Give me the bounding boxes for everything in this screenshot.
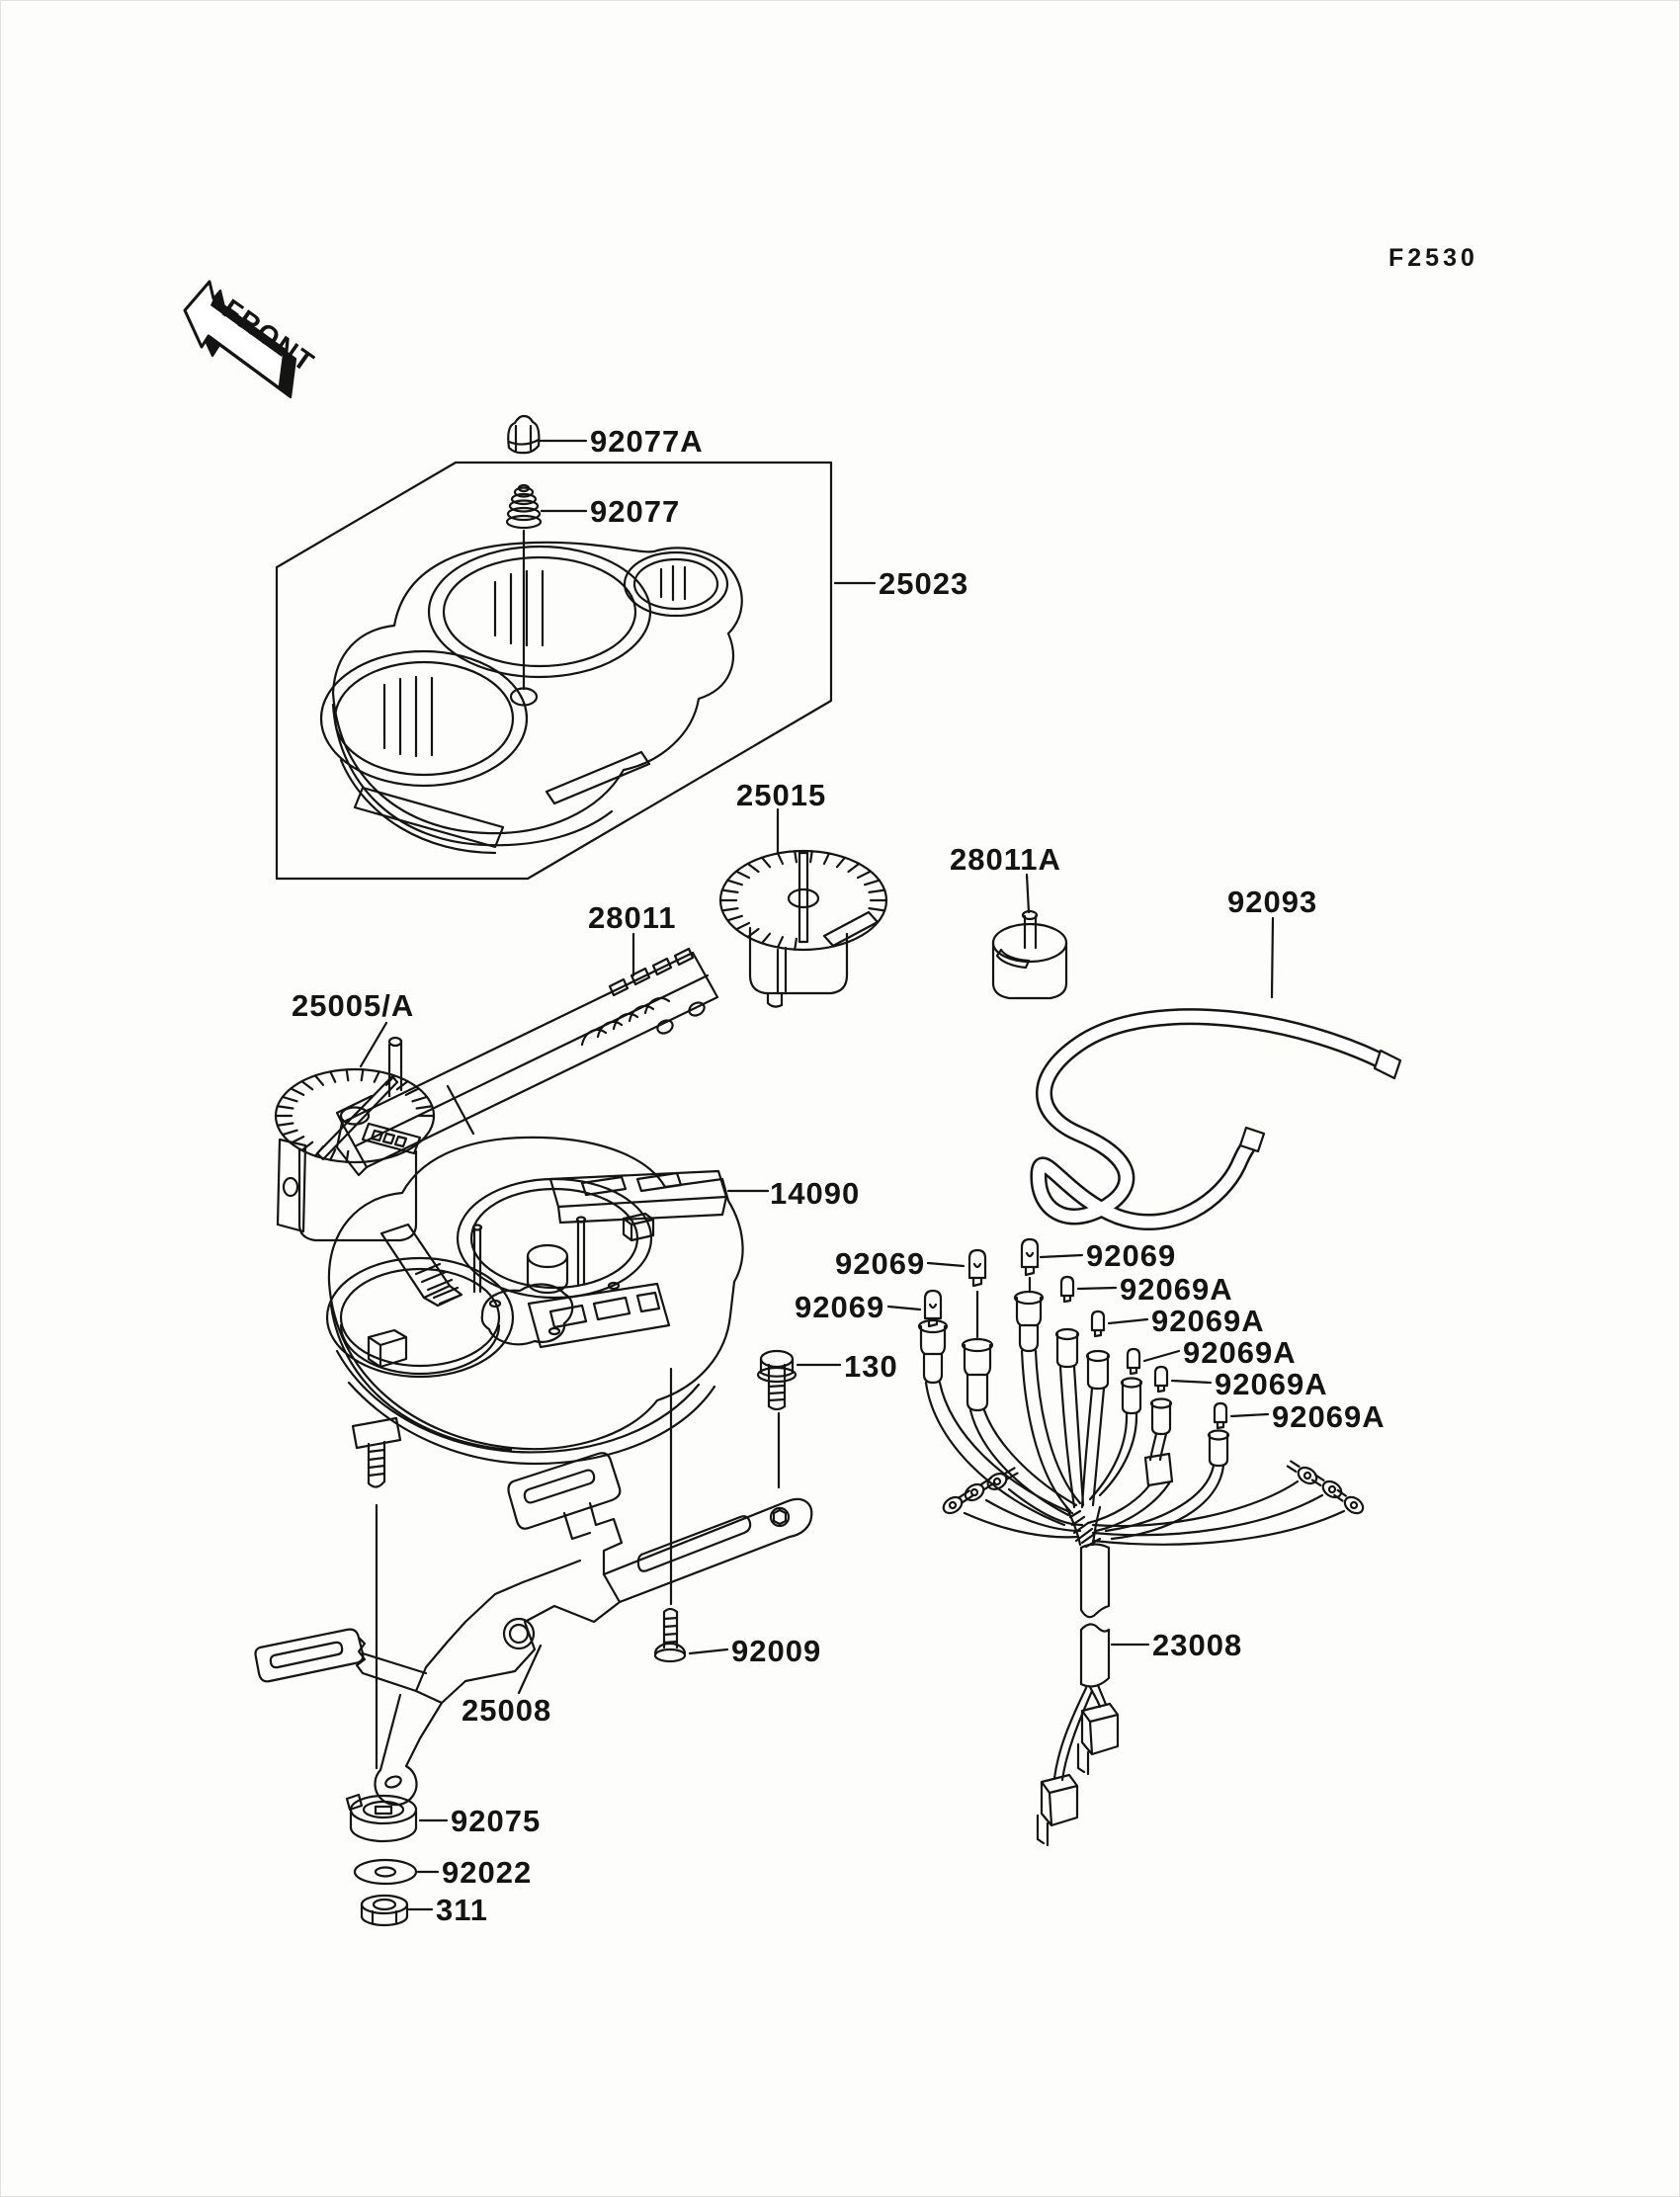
figure-code: F2530 xyxy=(1388,244,1478,272)
part-label-14090: 14090 xyxy=(770,1176,861,1211)
part-label-311: 311 xyxy=(436,1893,489,1927)
meter-case-14090-art xyxy=(327,1138,743,1487)
part-label-92069a-3: 92069A xyxy=(1183,1335,1297,1370)
tachometer-25015-art xyxy=(720,851,886,1007)
part-label-92069-3: 92069 xyxy=(1086,1238,1177,1273)
part-label-92022: 92022 xyxy=(442,1855,533,1890)
part-label-92075: 92075 xyxy=(451,1804,542,1838)
bracket-28011-art xyxy=(337,949,717,1175)
screw-92009-art xyxy=(655,1609,685,1661)
part-label-92077: 92077 xyxy=(590,494,681,529)
bulb-icons-92069 xyxy=(925,1239,1038,1326)
seal-band-92093-art xyxy=(1039,1017,1400,1223)
part-label-25008: 25008 xyxy=(462,1693,552,1728)
front-arrow-icon xyxy=(185,282,321,397)
meter-cover-25023-art xyxy=(321,543,742,853)
part-label-92009: 92009 xyxy=(731,1634,822,1668)
part-label-92077a: 92077A xyxy=(590,424,704,459)
cover-box-outline xyxy=(277,463,831,879)
bolt-130-art xyxy=(758,1351,796,1409)
part-label-92093: 92093 xyxy=(1227,885,1318,919)
part-label-92069a-1: 92069A xyxy=(1120,1272,1233,1307)
cap-nut-92077a-art xyxy=(508,416,539,453)
part-label-92069a-5: 92069A xyxy=(1272,1399,1386,1434)
part-label-23008: 23008 xyxy=(1152,1628,1243,1662)
part-label-130: 130 xyxy=(844,1349,898,1384)
diagram-line-art xyxy=(1,1,1680,2197)
part-label-92069a-2: 92069A xyxy=(1151,1304,1265,1338)
nut-311-art xyxy=(362,1896,407,1925)
part-label-92069a-4: 92069A xyxy=(1215,1367,1328,1401)
part-label-25023: 25023 xyxy=(879,566,969,601)
part-label-92069-1: 92069 xyxy=(835,1246,926,1281)
part-label-25015: 25015 xyxy=(736,778,827,812)
part-label-25005a: 25005/A xyxy=(292,988,415,1023)
part-label-28011: 28011 xyxy=(588,900,677,935)
stay-25008-art xyxy=(256,1453,812,1805)
part-label-92069-2: 92069 xyxy=(795,1290,885,1324)
sensor-28011a-art xyxy=(993,911,1066,998)
part-label-28011a: 28011A xyxy=(950,842,1061,877)
washer-92022-art xyxy=(355,1860,416,1884)
front-arrow-text: FRONT xyxy=(216,293,321,379)
